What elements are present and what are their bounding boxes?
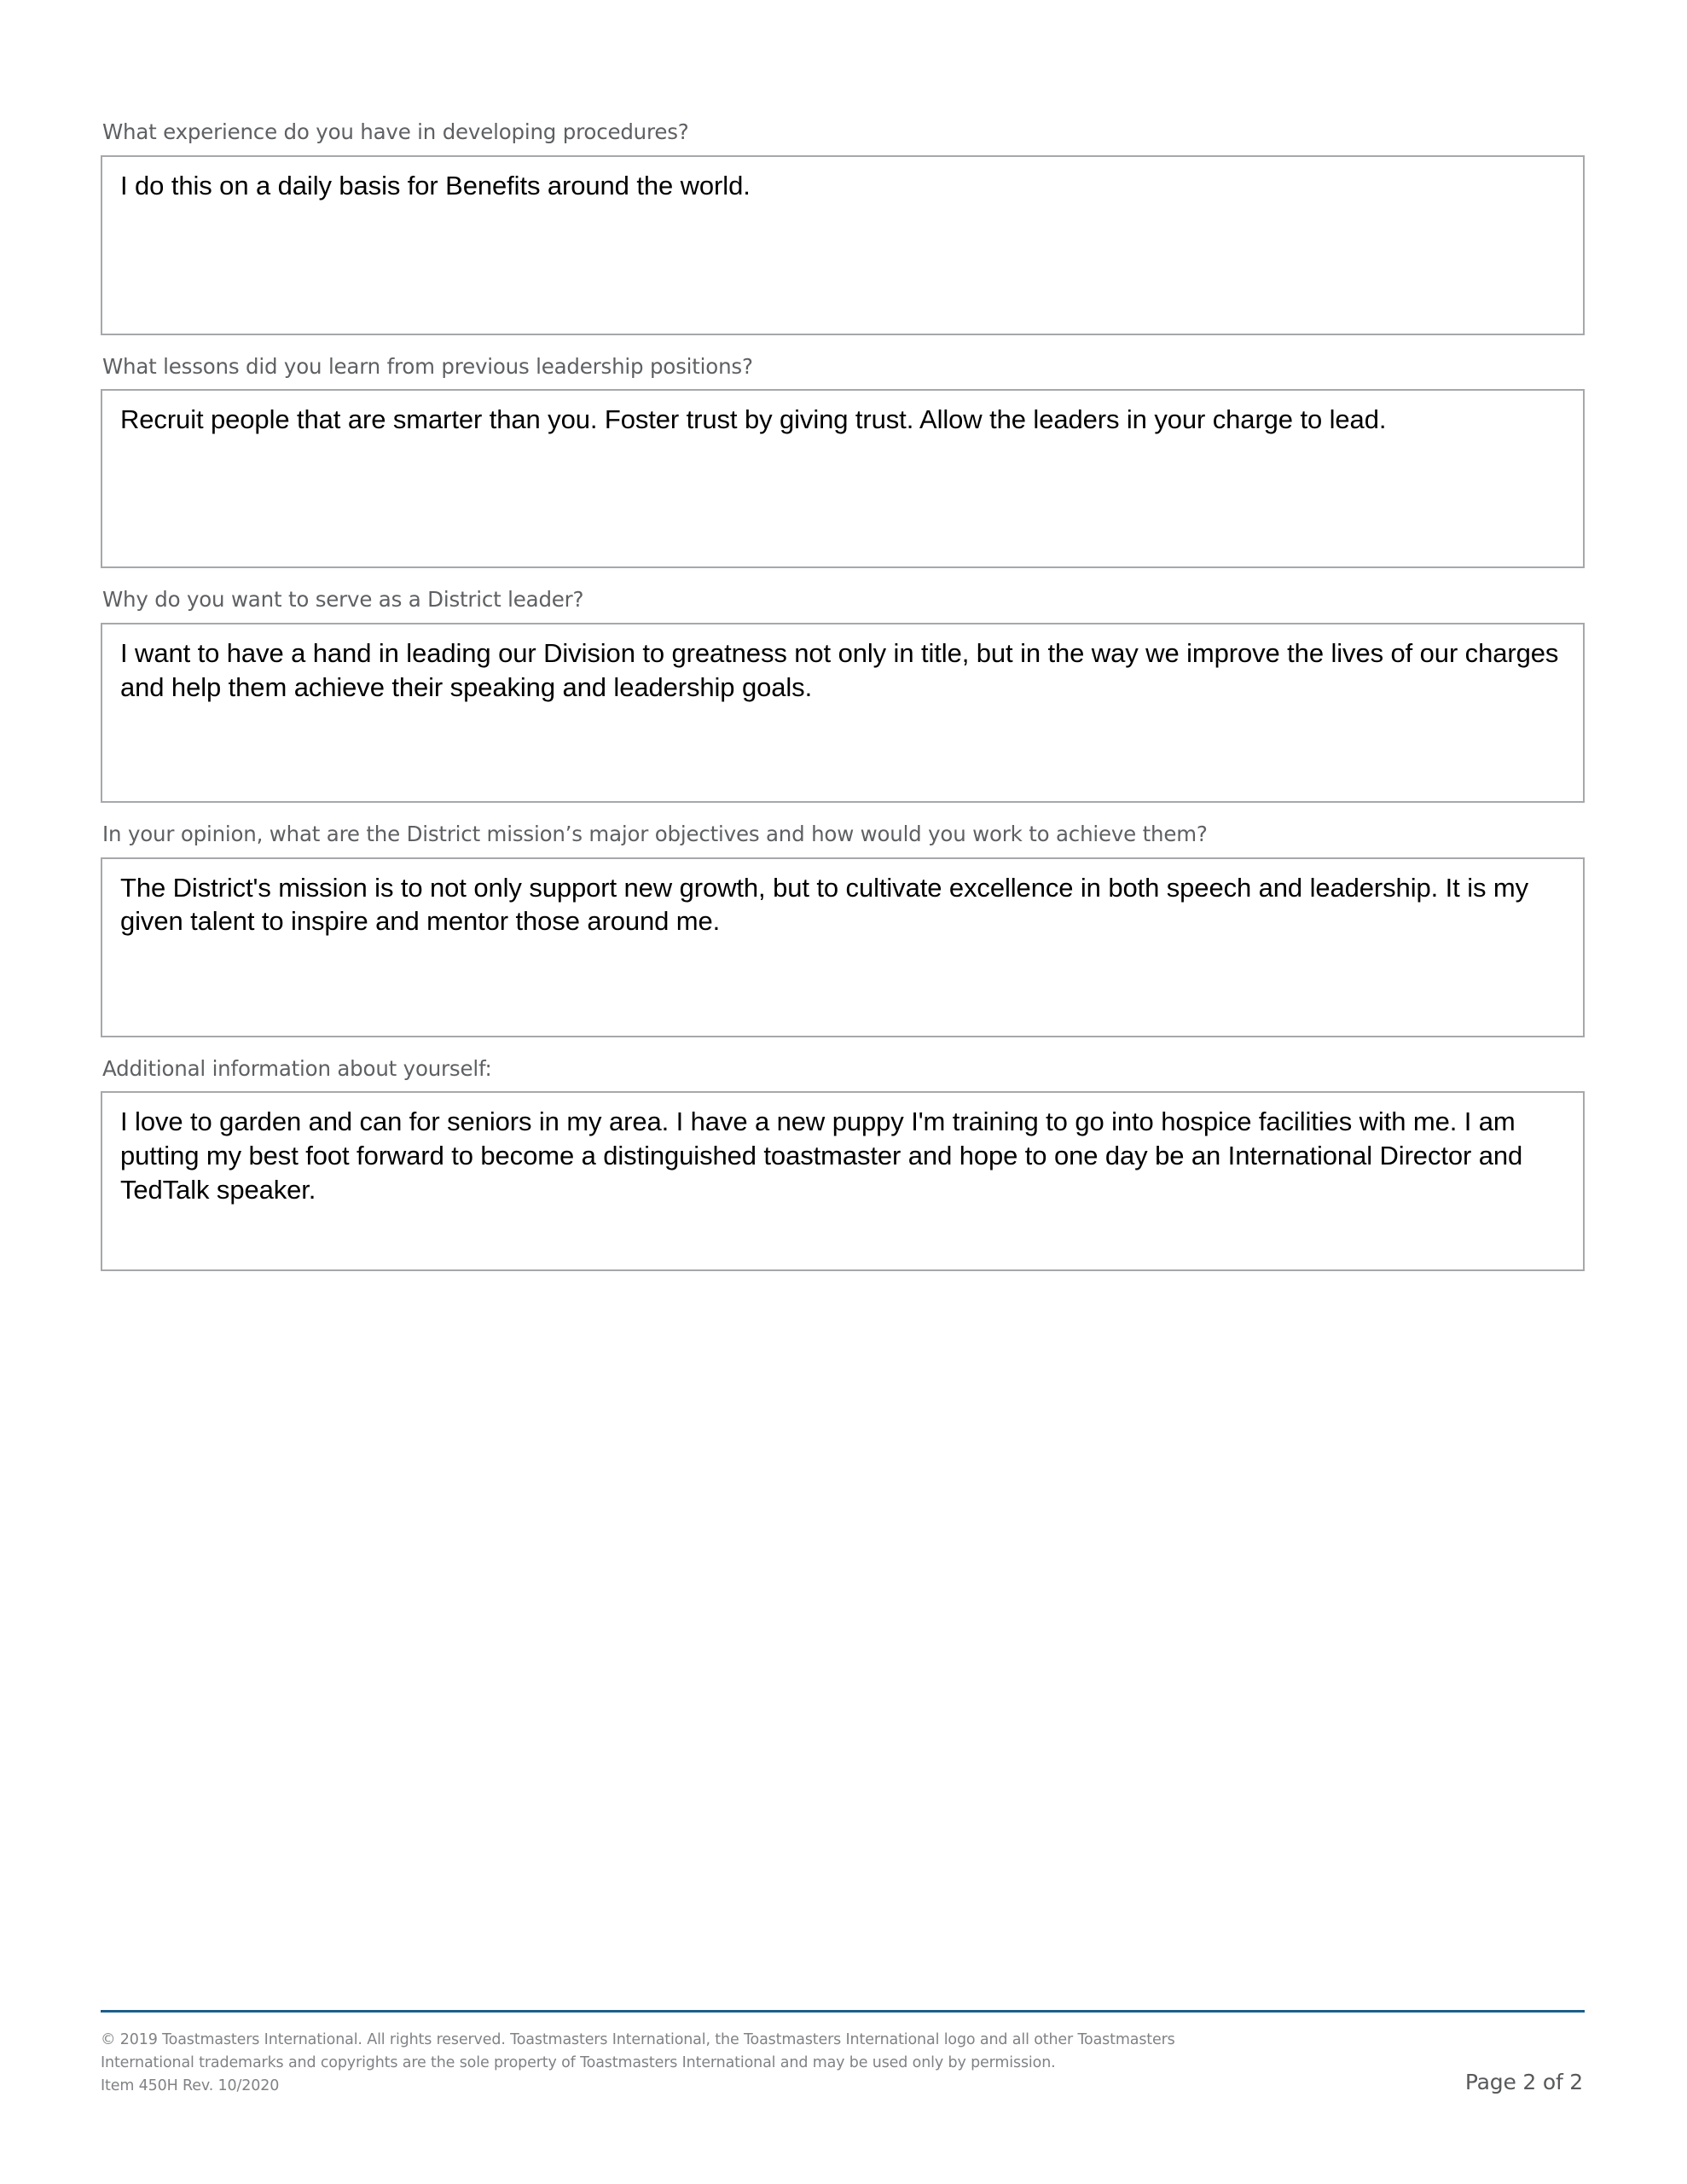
- answer-text: I want to have a hand in leading our Division to greatness not only in title, but in the way we improve the lives of our charges and help them achieve their speaking and leadership goals.: [120, 637, 1559, 702]
- footer-content: [101, 2029, 1585, 2098]
- item-revision-line: Item 450H Rev. 10/2020: [101, 2077, 280, 2095]
- answer-text: I love to garden and can for seniors in my area. I have a new puppy I'm training to go into hospice facilities with me. I am putting my best foot forward to become a distinguished toastmaster and hope to one day be an International Director and TedTalk speaker.: [120, 1107, 1523, 1205]
- question-block-why-serve: [101, 587, 1585, 803]
- question-label: Why do you want to serve as a District leader?: [102, 587, 584, 613]
- page-number: Page 2 of 2: [1464, 2069, 1583, 2094]
- copyright-line-2: International trademarks and copyrights are the sole property of Toastmasters International and may be used only by permission.: [101, 2053, 1056, 2071]
- answer-box[interactable]: [101, 389, 1585, 568]
- question-block-district-mission: [101, 822, 1585, 1037]
- answer-box[interactable]: [101, 155, 1585, 335]
- answer-text: The District's mission is to not only support new growth, but to cultivate excellence in both speech and leadership. It is my given talent to inspire and mentor those around me.: [120, 872, 1529, 937]
- copyright-notice: [101, 2029, 1175, 2098]
- answer-text: Recruit people that are smarter than you. Foster trust by giving trust. Allow the leaders in your charge to lead.: [120, 404, 1387, 435]
- question-block-additional-information: [101, 1056, 1585, 1272]
- copyright-line-1: © 2019 Toastmasters International. All rights reserved. Toastmasters International, the Toastmasters International logo and all other Toastmasters: [101, 2031, 1175, 2048]
- question-label: Additional information about yourself:: [102, 1055, 492, 1081]
- question-block-experience-procedures: [101, 119, 1585, 335]
- question-label: In your opinion, what are the District mission’s major objectives and how would you work to achieve them?: [102, 821, 1208, 846]
- footer-divider: [101, 2010, 1585, 2013]
- answer-box[interactable]: [101, 623, 1585, 803]
- page-footer: [101, 2010, 1585, 2098]
- answer-box[interactable]: [101, 857, 1585, 1037]
- form-sections: [101, 119, 1585, 1290]
- answer-box[interactable]: [101, 1091, 1585, 1271]
- question-label: What experience do you have in developing procedures?: [102, 119, 689, 144]
- question-label: What lessons did you learn from previous leadership positions?: [102, 353, 753, 379]
- question-block-leadership-lessons: [101, 354, 1585, 569]
- answer-text: I do this on a daily basis for Benefits around the world.: [120, 170, 751, 200]
